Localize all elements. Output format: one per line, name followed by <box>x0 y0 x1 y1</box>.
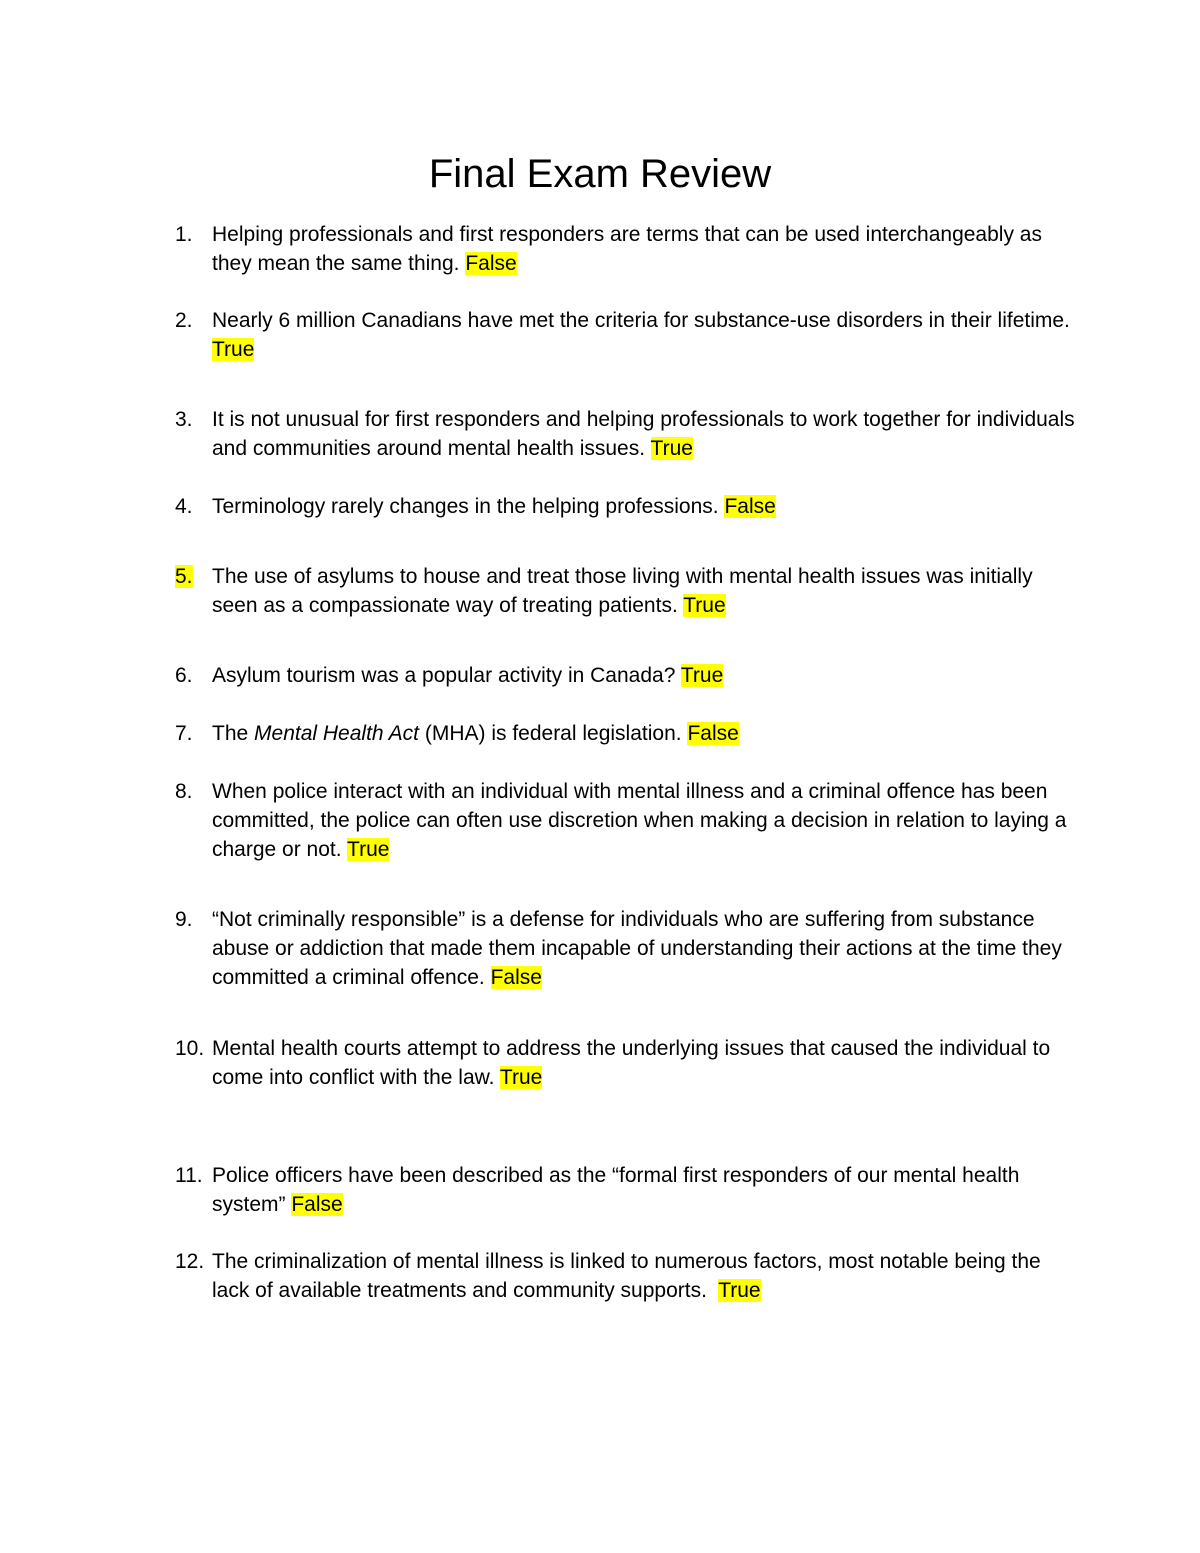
question-text: Mental health courts attempt to address the underlying issues that caused the individual to come into conflict with the law. True <box>212 1037 1051 1089</box>
page-title: Final Exam Review <box>428 152 772 196</box>
question-text: The criminalization of mental illness is linked to numerous factors, most notable being the lack of available treatments and community supports. True <box>212 1250 1047 1302</box>
answer-label: True <box>650 437 693 460</box>
answer-label: False <box>490 966 542 989</box>
answer-label: True <box>499 1066 543 1089</box>
question-text: When police interact with an individual with mental illness and a criminal offence has been committed, the police can often use discretion when making a decision in relation to laying a charge or not. True <box>212 780 1067 861</box>
question-number: 12. <box>175 1250 205 1273</box>
question-number: 2. <box>175 309 193 332</box>
question-text: The Mental Health Act (MHA) is federal legislation. False <box>212 722 739 745</box>
question-text: It is not unusual for first responders and helping professionals to work together for individuals and communities around mental health issues. True <box>212 408 1075 460</box>
answer-label: True <box>347 838 390 861</box>
question-text: Asylum tourism was a popular activity in Canada? True <box>212 664 724 687</box>
question-number: 3. <box>175 408 193 431</box>
answer-label: True <box>680 664 724 687</box>
question-text: Nearly 6 million Canadians have met the criteria for substance-use disorders in their lifetime. True <box>212 309 1070 361</box>
question-text: The use of asylums to house and treat those living with mental health issues was initially seen as a compassionate way of treating patients. True <box>212 565 1033 617</box>
question-number: 5. <box>175 565 193 588</box>
answer-label: False <box>465 252 517 275</box>
question-number: 8. <box>175 780 193 803</box>
question-text: Helping professionals and first responders are terms that can be used interchangeably as they mean the same thing. False <box>212 223 1042 275</box>
answer-label: True <box>212 338 255 361</box>
question-number: 10. <box>175 1037 205 1060</box>
answer-label: False <box>687 722 739 745</box>
answer-label: True <box>718 1279 761 1302</box>
answer-label: False <box>291 1193 343 1216</box>
question-text: Police officers have been described as the “formal first responders of our mental health system” False <box>212 1164 1020 1216</box>
question-number: 6. <box>175 664 193 687</box>
question-text: Terminology rarely changes in the helping professions. False <box>212 495 776 518</box>
act-title: Mental Health Act <box>254 722 419 745</box>
question-text: “Not criminally responsible” is a defense for individuals who are suffering from substance abuse or addiction that made them incapable of understanding their actions at the time they committed a criminal offence. False <box>212 908 1062 989</box>
question-number: 4. <box>175 495 193 518</box>
answer-label: False <box>724 495 776 518</box>
question-number: 11. <box>175 1164 203 1187</box>
question-number: 9. <box>175 908 193 931</box>
question-number: 7. <box>175 722 193 745</box>
question-number: 1. <box>175 223 193 246</box>
answer-label: True <box>683 594 726 617</box>
